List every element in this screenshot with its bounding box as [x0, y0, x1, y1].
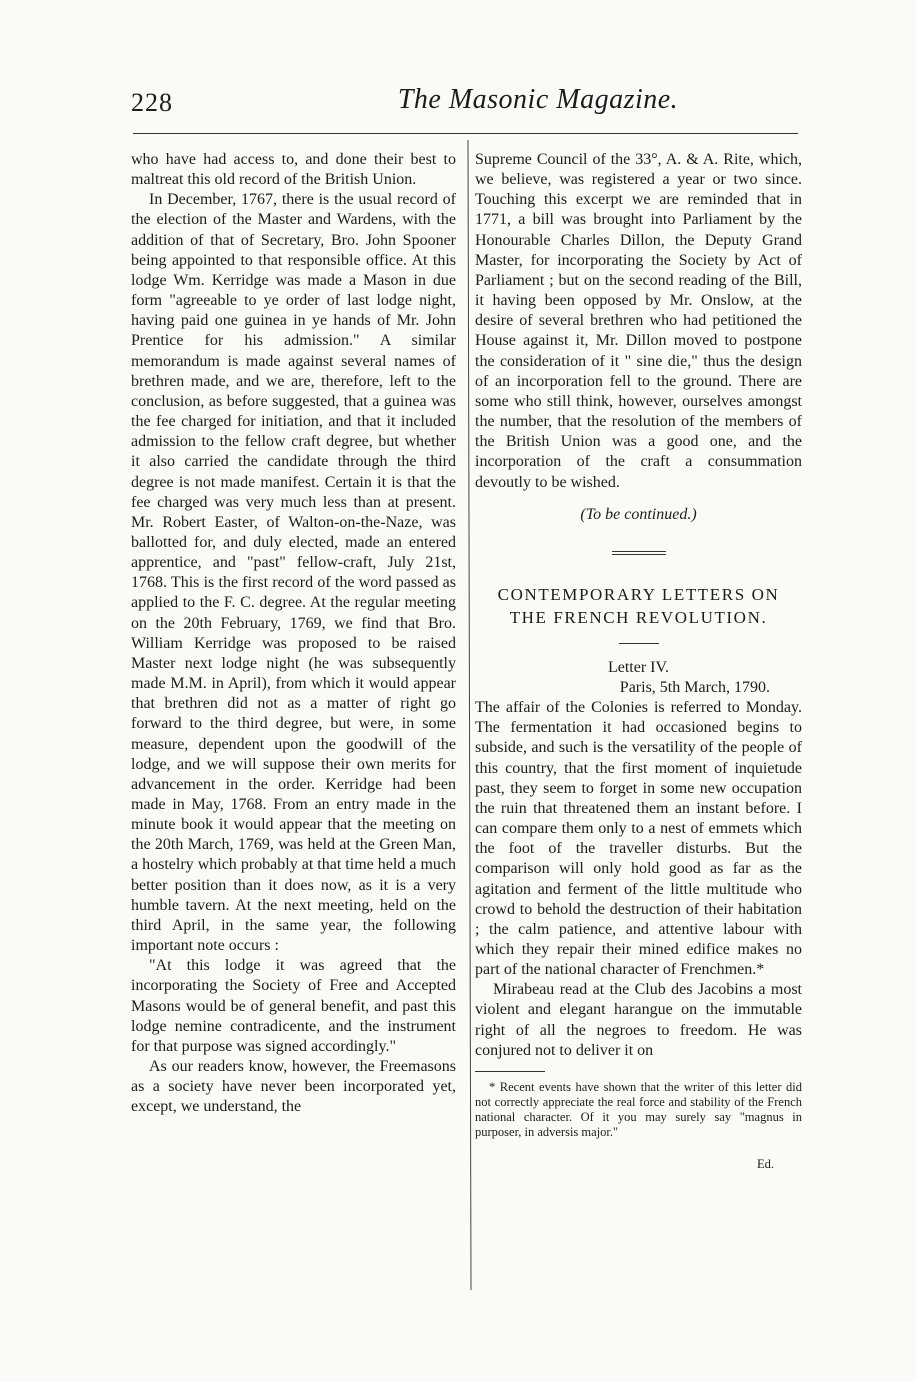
article-contemporary-letters — [475, 583, 802, 1174]
article-title-line-1: CONTEMPORARY LETTERS ON — [497, 584, 780, 604]
to-be-continued-note: (To be continued.) — [580, 505, 697, 523]
paragraph-incorporation: As our readers know, however, the Freemasons as a society have never been incorporated yet, except, we understand, the — [131, 1058, 456, 1116]
letter-paragraph-mirabeau: Mirabeau read at the Club des Jacobins a most violent and elegant harangue on the immutable right of all the negroes to freedom. He was conjured not to deliver it on — [475, 981, 802, 1059]
letter-number: Letter IV. — [607, 658, 669, 676]
page-number: 228 — [131, 88, 173, 117]
footnote-rule — [475, 1071, 545, 1072]
right-column — [475, 150, 802, 1174]
letter-dateline: Paris, 5th March, 1790. — [619, 678, 770, 696]
column-divider — [467, 140, 471, 1290]
footnote: * Recent events have shown that the writer of this letter did not correctly appreciate the real force and stability of the French national character. Of it you may surely say "magnus in purposer, in adversis major." — [475, 1079, 802, 1139]
quoted-minute: "At this lodge it was agreed that the incorporating the Society of Free and Accepted Masons would be of general benefit, and past this lodge nemine contradicente, and the instrument for that purpose was signed accordingly." — [131, 957, 456, 1055]
left-column — [131, 150, 456, 1118]
article-title-line-2: THE FRENCH REVOLUTION. — [509, 607, 768, 627]
editor-mark: Ed. — [756, 1156, 774, 1171]
running-title: The Masonic Magazine. — [397, 84, 679, 115]
section-separator — [612, 551, 666, 555]
paragraph-december-1767: In December, 1767, there is the usual record of the election of the Master and Wardens, with the addition of that of Secretary, Bro. John Spooner being appointed to that responsible office. At this lodge Wm. Kerridge was made a Mason in due form "agreeable to ye order of last lodge night, having paid one guinea in ye hands of Mr. John Prentice for his admission." A similar memorandum is made against several names of brethren made, and we are, therefore, left to the conclusion, as before suggested, that a guinea was the fee charged for initiation, and that it included admission to the fellow craft degree, but whether it also carried the candidate through the third degree is not made manifest. Certain it is that the fee charged was very much less than at present. Mr. Robert Easter, of Walton-on-the-Naze, was ballotted for, and duly elected, made an entered apprentice, and "past" fellow-craft, July 21st, 1768. This is the first record of the word passed as applied to the F. C. degree. At the regular meeting on the 20th February, 1769, we find that Bro. William Kerridge was proposed to be raised Master next lodge night (he was subsequently made M.M. in April), from which it would appear that brethren did not as a matter of right go forward to the third degree, but were, in some measure, dependent upon the goodwill of the lodge, and we will suppose their own merits for advancement in the order. Kerridge had been made in May, 1768. From an entry made in the minute book it would appear that the meeting on the 20th March, 1769, was held at the Green Man, a hostelry which probably at that time held a much better position than it does now, as it is a very humble tavern. At the next meeting, held on the third April, in the same year, the following important note occurs : — [131, 191, 456, 955]
paragraph-supreme-council: Supreme Council of the 33°, A. & A. Rite, which, we believe, was registered a year or two since. Touching this excerpt we are reminded that in 1771, a bill was brought into Parliament by the Honourable Charles Dillon, the Deputy Grand Master, for incorporating the Society by Act of Parliament ; but on the second reading of the Bill, it having been opposed by Mr. Onslow, at the desire of several brethren who had petitioned the House against it, Mr. Dillon moved to postpone the consideration of it " sine die," thus the design of an incorporation fell to the ground. There are some who still think, however, ourselves amongst the number, that the resolution of the members of the British Union was a good one, and the incorporation of the craft a consummation devoutly to be wished. — [475, 151, 802, 491]
paragraph-continuation: who have had access to, and done their best to maltreat this old record of the British Union. — [131, 151, 456, 189]
header-rule — [133, 133, 798, 134]
title-rule — [619, 643, 659, 644]
page-header — [0, 0, 916, 140]
letter-paragraph-colonies: The affair of the Colonies is referred to Monday. The fermentation it had occasioned begins to subside, and such is the versatility of the people of this country, that the first moment of inquietude past, they seem to forget in some new occupation the ruin that threatened them an instant before. I can compare them only to a nest of emmets which the foot of the traveller disturbs. But the comparison will only hold good as far as the agitation and ferment of the little multitude who crowd to behold the destruction of their habitation ; the calm patience, and attentive labour with which they repair their mined edifice makes no part of the national character of Frenchmen.* — [475, 699, 802, 979]
